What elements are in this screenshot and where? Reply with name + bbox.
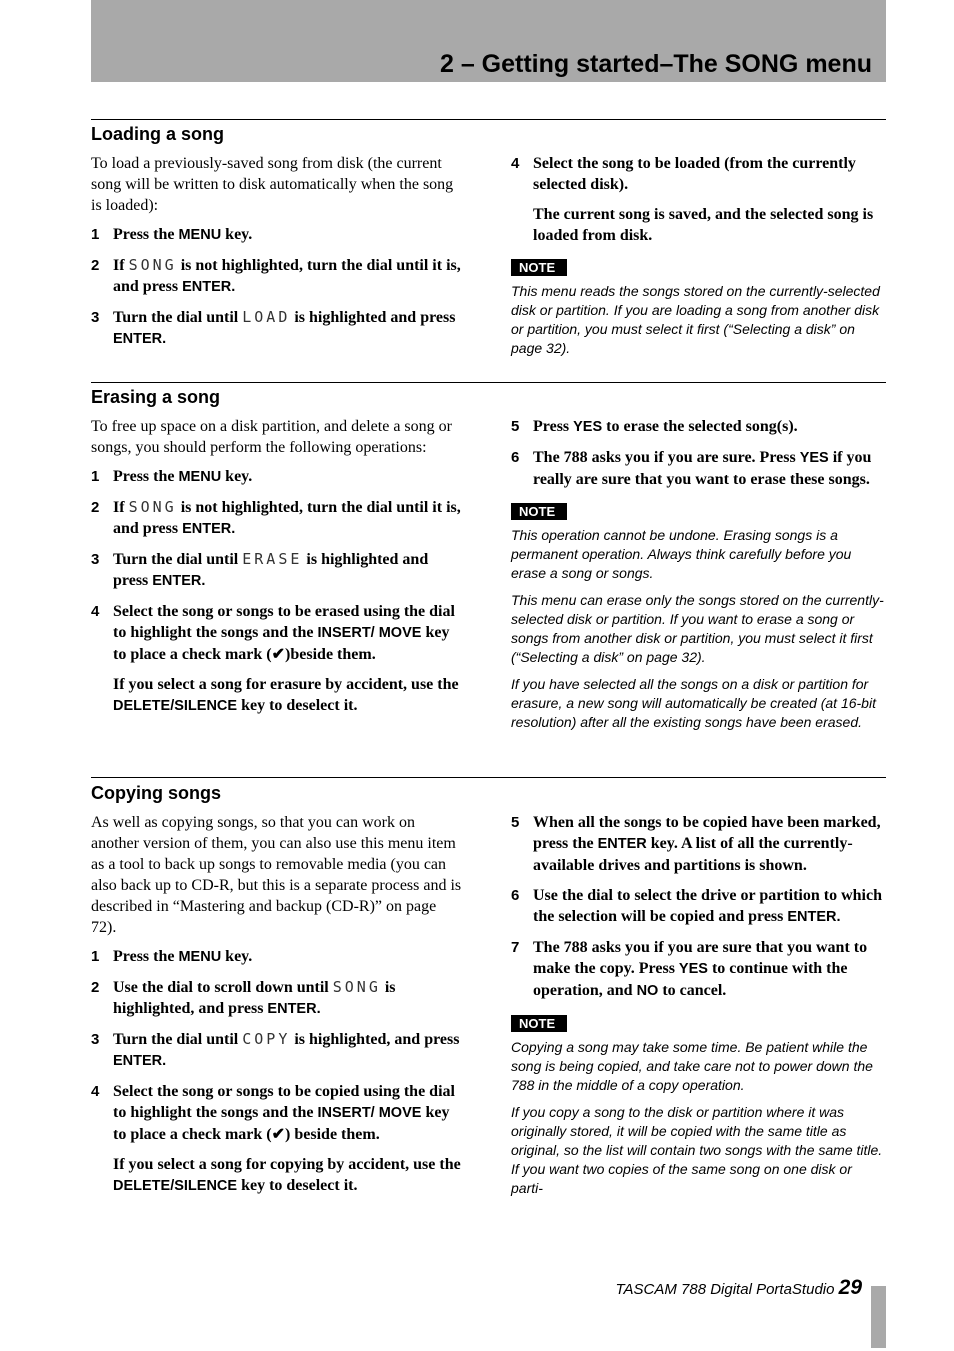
menu-key: MENU	[178, 949, 222, 965]
copying-step-2: 2 Use the dial to scroll down until SONG is highlighted, and press ENTER.	[91, 978, 396, 1017]
page-number: 29	[838, 1276, 862, 1299]
lcd-song: SONG	[332, 978, 381, 996]
section-divider	[91, 777, 886, 778]
copying-step-5: 5 When all the songs to be copied have been marked, press the ENTER key. A list of all the currently-available drives and partitions is shown.	[511, 814, 881, 874]
copying-accident: If you select a song for copying by accident, use the DELETE/SILENCE key to deselect it.	[113, 1156, 461, 1194]
enter-key: ENTER	[113, 1053, 163, 1069]
loading-step-1: 1 Press the MENU key.	[91, 226, 253, 243]
loading-right-column	[511, 153, 886, 366]
note-badge: NOTE	[511, 503, 567, 520]
delete-silence-key: DELETE/SILENCE	[113, 698, 238, 714]
erasing-note-1: This operation cannot be undone. Erasing songs is a permanent operation. Always think carefully before you erase a song or songs.	[511, 527, 852, 581]
lcd-copy: COPY	[242, 1030, 291, 1048]
chapter-title: 2 – Getting started–The SONG menu	[439, 50, 872, 78]
note-badge: NOTE	[511, 259, 567, 276]
erasing-step-4: 4 Select the song or songs to be erased using the dial to highlight the songs and the INSERT/ MOVE key to place a check mark (✔)beside them.	[91, 603, 455, 663]
chapter-header-bar	[91, 0, 886, 82]
menu-key: MENU	[178, 469, 222, 485]
yes-key: YES	[799, 450, 829, 466]
copying-step-4: 4 Select the song or songs to be copied using the dial to highlight the songs and the INSERT/ MOVE key to place a check mark (✔) beside them.	[91, 1083, 455, 1143]
erasing-intro: To free up space on a disk partition, and delete a song or songs, you should perform the following operations:	[91, 418, 452, 456]
yes-key: YES	[678, 961, 708, 977]
enter-key: ENTER	[787, 909, 837, 925]
section-divider	[91, 119, 886, 120]
loading-note: This menu reads the songs stored on the currently-selected disk or partition. If you are loading a song from another disk or partition, you must select it first (“Selecting a disk” on page 32).	[511, 283, 880, 356]
yes-key: YES	[573, 419, 603, 435]
enter-key: ENTER	[597, 836, 647, 852]
loading-left-column	[91, 153, 463, 359]
loading-step-3: 3 Turn the dial until LOAD is highlighted and press ENTER.	[91, 308, 456, 347]
enter-key: ENTER	[182, 279, 232, 295]
loading-step-4: 4 Select the song to be loaded (from the currently selected disk).	[511, 155, 856, 193]
insert-move-key: INSERT/ MOVE	[317, 625, 422, 641]
erasing-step-6: 6 The 788 asks you if you are sure. Press YES if you really are sure that you want to erase these songs.	[511, 449, 872, 488]
enter-key: ENTER	[267, 1001, 317, 1017]
loading-intro: To load a previously-saved song from disk (the current song will be written to disk automatically when the song is loaded):	[91, 155, 454, 214]
lcd-load: LOAD	[242, 308, 291, 326]
lcd-song: SONG	[128, 498, 177, 516]
section-title-copying: Copying songs	[91, 783, 221, 803]
copying-note-2: If you copy a song to the disk or partition where it was originally stored, it will be copied with the same title as original, so the list will contain two songs with the same title. If you want two copies of the same song on one disk or parti-	[511, 1104, 883, 1196]
copying-step-1: 1 Press the MENU key.	[91, 948, 253, 965]
erasing-accident: If you select a song for erasure by accident, use the DELETE/SILENCE key to deselect it.	[113, 676, 459, 714]
erasing-step-3: 3 Turn the dial until ERASE is highlighted and press ENTER.	[91, 550, 429, 589]
page-edge-tab	[871, 1286, 886, 1348]
erasing-step-5: 5 Press YES to erase the selected song(s).	[511, 418, 798, 435]
erasing-note-3: If you have selected all the songs on a disk or partition for erasure, a new song will automatically be created (at 16-bit resolution) after all the existing songs have been erased.	[511, 676, 876, 730]
copying-note-1: Copying a song may take some time. Be patient while the song is being copied, and take care not to power down the 788 in the middle of a copy operation.	[511, 1039, 873, 1093]
copying-left-column	[91, 812, 463, 1206]
page-footer	[615, 1276, 862, 1300]
loading-step-2: 2 If SONG is not highlighted, turn the dial until it is, and press ENTER.	[91, 256, 461, 295]
menu-key: MENU	[178, 227, 222, 243]
copying-step-3: 3 Turn the dial until COPY is highlighted, and press ENTER.	[91, 1030, 460, 1069]
erasing-left-column	[91, 416, 463, 726]
enter-key: ENTER	[152, 573, 202, 589]
section-divider	[91, 382, 886, 383]
insert-move-key: INSERT/ MOVE	[317, 1105, 422, 1121]
copying-step-6: 6 Use the dial to select the drive or partition to which the selection will be copied and press ENTER.	[511, 887, 882, 925]
section-title-loading: Loading a song	[91, 124, 224, 144]
erasing-step-1: 1 Press the MENU key.	[91, 468, 253, 485]
enter-key: ENTER	[182, 521, 232, 537]
loading-result: The current song is saved, and the selected song is loaded from disk.	[533, 206, 874, 244]
section-title-erasing: Erasing a song	[91, 387, 221, 407]
erasing-note-2: This menu can erase only the songs stored on the currently-selected disk or partition. If you want to erase a song or songs from another disk or partition, you must select it first (“Selecting a disk” on page 32).	[511, 592, 884, 665]
footer-product: TASCAM 788 Digital PortaStudio	[615, 1281, 835, 1298]
erasing-right-column	[511, 416, 886, 740]
lcd-song: SONG	[128, 256, 177, 274]
copying-intro: As well as copying songs, so that you can work on another version of them, you can also use this menu item as a tool to back up songs to removable media (you can also back up to CD-R, but this is a separate process and is described in “Mastering and backup (CD-R)” on page 72).	[91, 814, 462, 936]
lcd-erase: ERASE	[242, 550, 303, 568]
copying-step-7: 7 The 788 asks you if you are sure that you want to make the copy. Press YES to continue with the operation, and NO to cancel.	[511, 939, 868, 999]
erasing-step-2: 2 If SONG is not highlighted, turn the dial until it is, and press ENTER.	[91, 498, 461, 537]
note-badge: NOTE	[511, 1015, 567, 1032]
copying-right-column	[511, 812, 886, 1206]
no-key: NO	[636, 983, 659, 999]
enter-key: ENTER	[113, 331, 163, 347]
delete-silence-key: DELETE/SILENCE	[113, 1178, 238, 1194]
